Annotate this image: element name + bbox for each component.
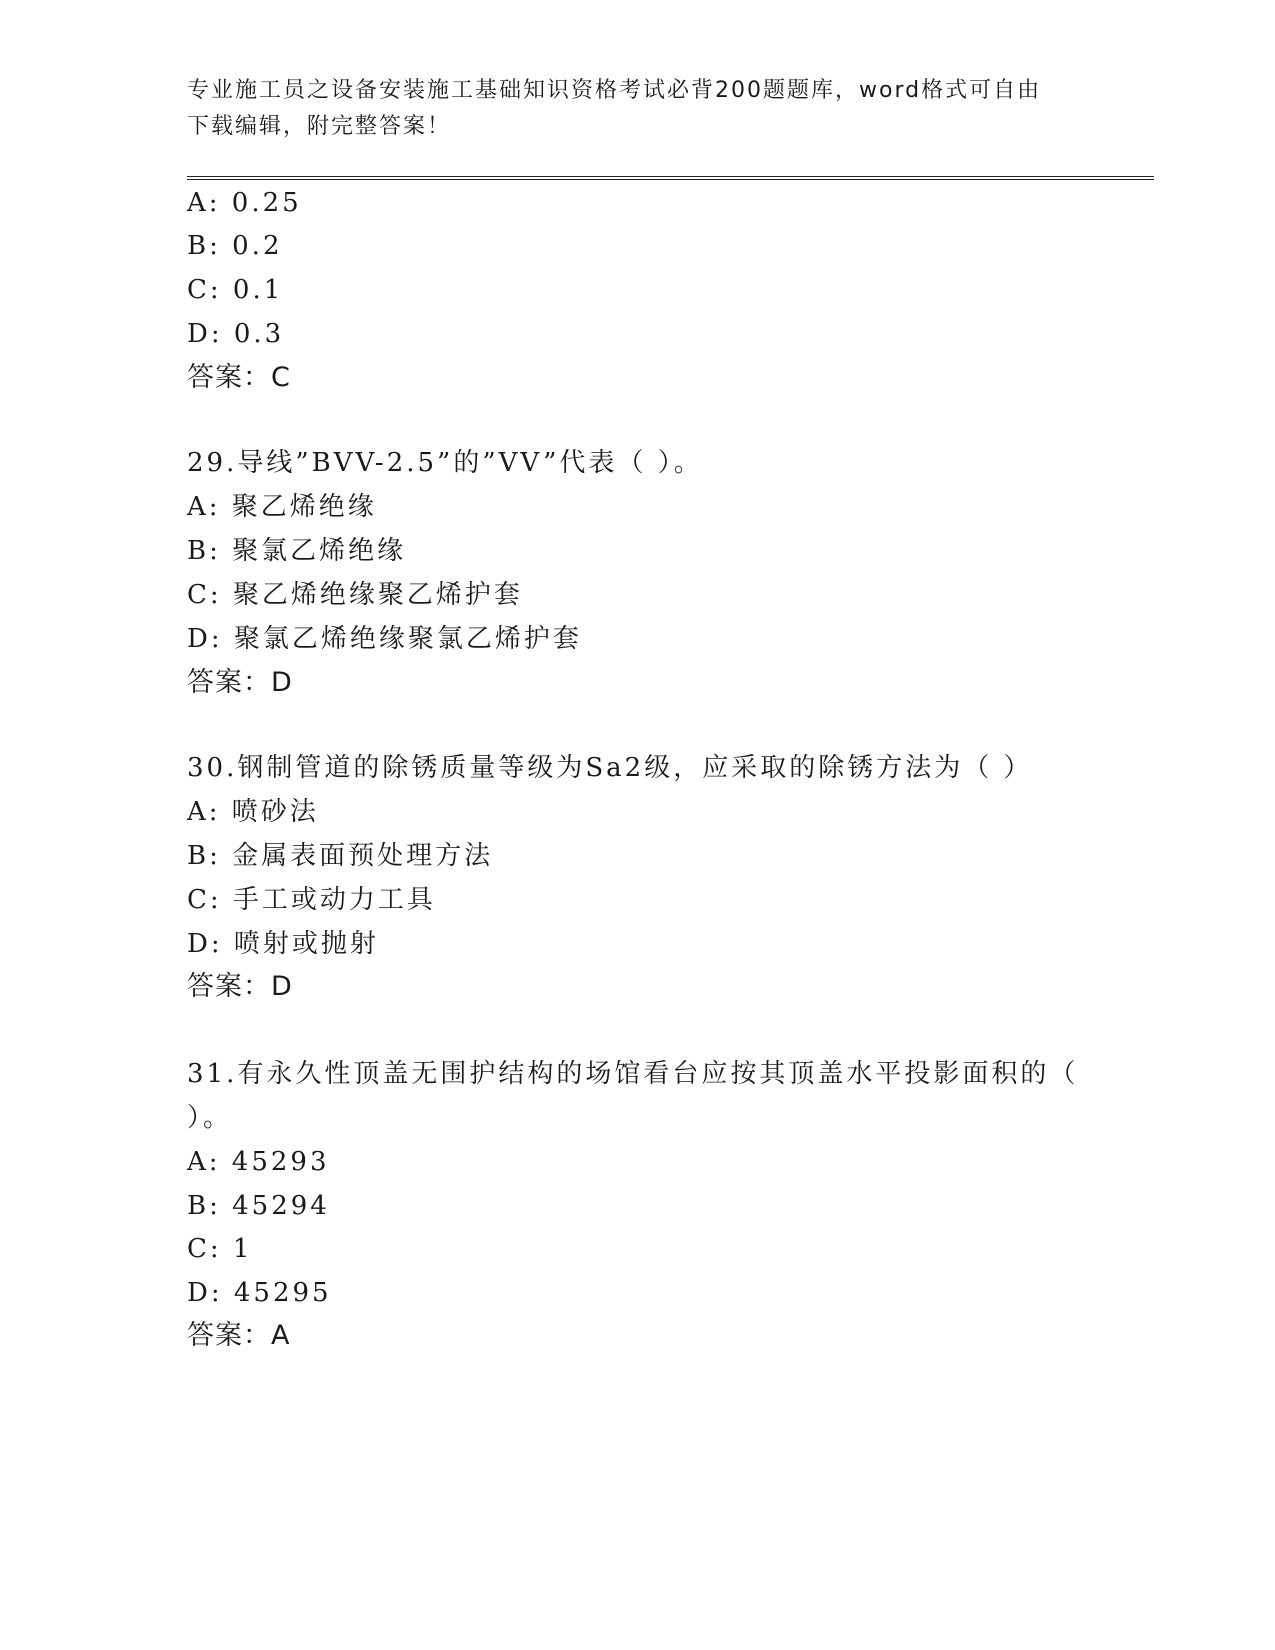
- q29-option-c: C: 聚乙烯绝缘聚乙烯护套: [187, 580, 523, 610]
- q30-option-a: A: 喷砂法: [187, 797, 319, 827]
- q29-option-a: A: 聚乙烯绝缘: [187, 492, 377, 522]
- header-line-2: 下载编辑，附完整答案！: [187, 114, 452, 139]
- q29-option-b: B: 聚氯乙烯绝缘: [187, 536, 407, 566]
- header-line-1: 专业施工员之设备安装施工基础知识资格考试必背200题题库，word格式可自由: [187, 78, 1042, 103]
- q30-option-d: D: 喷射或抛射: [187, 929, 379, 959]
- q28-option-a: A: 0.25: [187, 188, 302, 218]
- q29-option-d: D: 聚氯乙烯绝缘聚氯乙烯护套: [187, 624, 582, 654]
- q30-option-c: C: 手工或动力工具: [187, 885, 436, 915]
- q30-answer: 答案：D: [187, 971, 293, 1002]
- q28-answer: 答案：C: [187, 362, 291, 393]
- q31-option-b: B: 45294: [187, 1191, 330, 1221]
- q30-option-b: B: 金属表面预处理方法: [187, 841, 494, 871]
- header-double-rule: [187, 176, 1154, 180]
- q31-option-c: C: 1: [187, 1234, 253, 1264]
- q28-option-c: C: 0.1: [187, 275, 284, 305]
- q31-option-d: D: 45295: [187, 1278, 332, 1308]
- q29-question: 29.导线”BVV-2.5”的”VV”代表（ ）。: [187, 448, 703, 478]
- q31-answer: 答案：A: [187, 1320, 291, 1351]
- q31-question-line-2: ）。: [187, 1103, 233, 1133]
- document-header: [187, 73, 1067, 145]
- q30-question: 30.钢制管道的除锈质量等级为Sa2级，应采取的除锈方法为（ ）: [187, 753, 1033, 783]
- q31-option-a: A: 45293: [187, 1147, 330, 1177]
- q28-option-b: B: 0.2: [187, 231, 283, 261]
- q29-answer: 答案：D: [187, 667, 293, 698]
- q31-question-line-1: 31.有永久性顶盖无围护结构的场馆看台应按其顶盖水平投影面积的（: [187, 1059, 1079, 1089]
- q28-option-d: D: 0.3: [187, 319, 285, 349]
